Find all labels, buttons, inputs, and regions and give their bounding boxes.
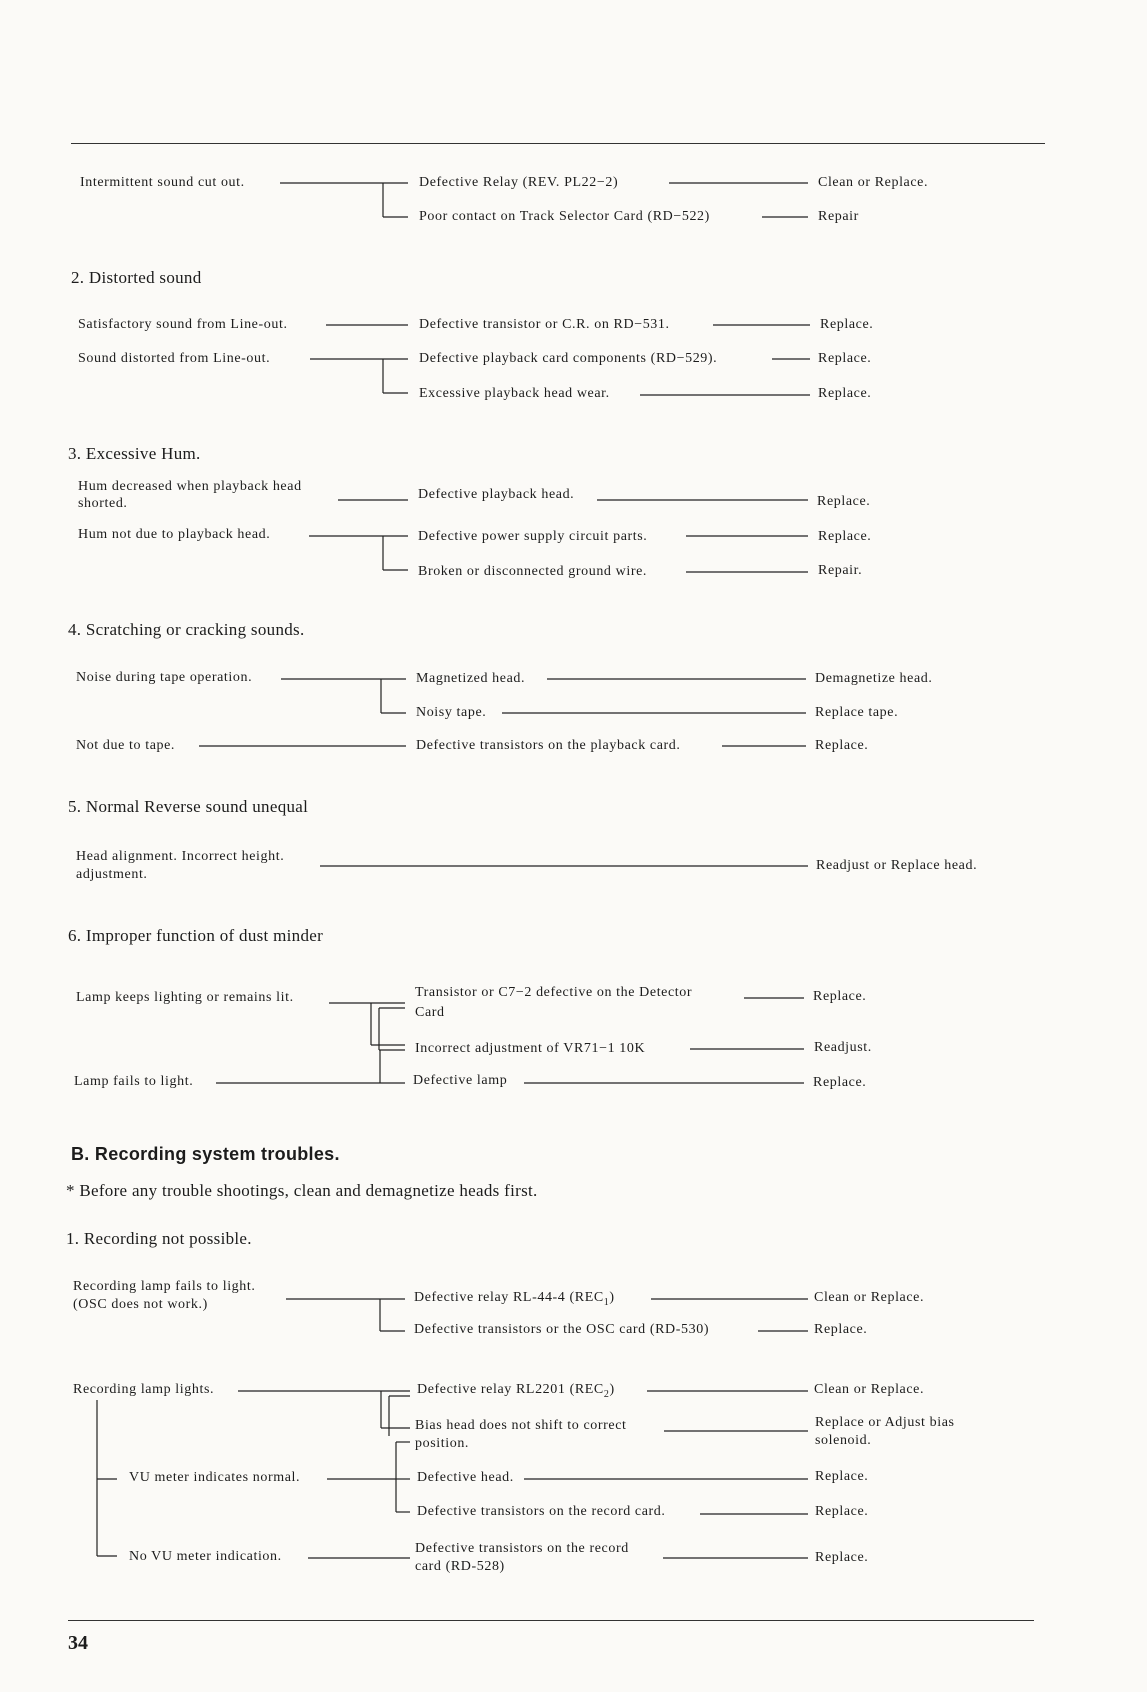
rec-lamp-fails-line2: (OSC does not work.) — [73, 1297, 208, 1312]
distorted-remedy-2: Replace. — [818, 351, 872, 366]
scratch-heading: 4. Scratching or cracking sounds. — [68, 620, 305, 639]
page-number: 34 — [68, 1632, 88, 1654]
rec-bias-line1: Bias head does not shift to correct — [415, 1418, 627, 1433]
dust-remedy-3: Replace. — [813, 1075, 867, 1090]
rec-osc-remedy: Replace. — [814, 1322, 868, 1337]
scratch-symptom-2: Not due to tape. — [76, 738, 176, 753]
distorted-heading: 2. Distorted sound — [71, 268, 202, 287]
scratch-symptom-1: Noise during tape operation. — [76, 670, 253, 685]
reverse-symptom-line1: Head alignment. Incorrect height. — [76, 849, 285, 864]
dust-heading: 6. Improper function of dust minder — [68, 926, 324, 945]
distorted-cause-1: Defective transistor or C.R. on RD−531. — [419, 317, 670, 332]
dust-cause-1-line1: Transistor or C7−2 defective on the Detector — [415, 985, 693, 1000]
hum-remedy-1: Replace. — [817, 494, 871, 509]
scratch-cause-1: Magnetized head. — [416, 671, 526, 686]
rec-bias-remedy-line1: Replace or Adjust bias — [815, 1415, 955, 1430]
dust-cause-3: Defective lamp — [413, 1073, 508, 1088]
dust-cause-2: Incorrect adjustment of VR71−1 10K — [415, 1041, 646, 1056]
scratch-remedy-2: Replace tape. — [815, 705, 899, 720]
rec-relay-rec1-remedy: Clean or Replace. — [814, 1290, 925, 1305]
hum-heading: 3. Excessive Hum. — [68, 444, 201, 463]
rec-record-card2-remedy: Replace. — [815, 1550, 869, 1565]
hum-cause-1: Defective playback head. — [418, 487, 575, 502]
recording-heading: 1. Recording not possible. — [66, 1229, 252, 1248]
distorted-remedy-3: Replace. — [818, 386, 872, 401]
distorted-cause-2: Defective playback card components (RD−529). — [419, 351, 718, 366]
distorted-symptom-2: Sound distorted from Line-out. — [78, 351, 271, 366]
intermittent-remedy-selector: Repair — [818, 209, 859, 224]
bottom-rule — [68, 1620, 1034, 1621]
dust-remedy-2: Readjust. — [814, 1040, 872, 1055]
rec-no-vu: No VU meter indication. — [129, 1549, 282, 1564]
dust-remedy-1: Replace. — [813, 989, 867, 1004]
hum-symptom-2: Hum not due to playback head. — [78, 527, 271, 542]
dust-cause-1-line2: Card — [415, 1005, 445, 1020]
rec-bias-remedy-line2: solenoid. — [815, 1433, 872, 1448]
reverse-symptom-line2: adjustment. — [76, 867, 148, 882]
dust-symptom-2: Lamp fails to light. — [74, 1074, 194, 1089]
rec-relay-rec2: Defective relay RL2201 $(REC_2)$ — [417, 1382, 615, 1400]
hum-symptom-1-line2: shorted. — [78, 496, 128, 511]
scratch-remedy-3: Replace. — [815, 738, 869, 753]
hum-symptom-1-line1: Hum decreased when playback head — [78, 479, 302, 494]
rec-vu-normal: VU meter indicates normal. — [129, 1470, 301, 1485]
rec-record-card2-line1: Defective transistors on the record — [415, 1541, 629, 1556]
scratch-cause-3: Defective transistors on the playback card. — [416, 738, 681, 753]
reverse-remedy: Readjust or Replace head. — [816, 858, 978, 873]
rec-head: Defective head. — [417, 1470, 514, 1485]
rec-record-card-remedy: Replace. — [815, 1504, 869, 1519]
recording-section-title: B. Recording system troubles. — [71, 1144, 340, 1164]
hum-cause-3: Broken or disconnected ground wire. — [418, 564, 647, 579]
reverse-heading: 5. Normal Reverse sound unequal — [68, 797, 309, 816]
hum-remedy-3: Repair. — [818, 563, 863, 578]
intermittent-cause-selector: Poor contact on Track Selector Card (RD−522) — [419, 209, 710, 224]
rec-relay-rec2-remedy: Clean or Replace. — [814, 1382, 925, 1397]
rec-osc: Defective transistors or the OSC card (RD-530) — [414, 1322, 710, 1337]
distorted-cause-3: Excessive playback head wear. — [419, 386, 610, 401]
intermittent-symptom: Intermittent sound cut out. — [80, 175, 245, 190]
top-rule — [71, 143, 1045, 144]
rec-lamp-fails-line1: Recording lamp fails to light. — [73, 1279, 256, 1294]
rec-record-card2-line2: card (RD-528) — [415, 1559, 505, 1574]
scratch-remedy-1: Demagnetize head. — [815, 671, 933, 686]
hum-cause-2: Defective power supply circuit parts. — [418, 529, 648, 544]
rec-lamp-lights: Recording lamp lights. — [73, 1382, 215, 1397]
intermittent-cause-relay: Defective Relay (REV. PL22−2) — [419, 175, 619, 190]
intermittent-remedy-relay: Clean or Replace. — [818, 175, 929, 190]
distorted-remedy-1: Replace. — [820, 317, 874, 332]
rec-head-remedy: Replace. — [815, 1469, 869, 1484]
hum-remedy-2: Replace. — [818, 529, 872, 544]
dust-symptom-1: Lamp keeps lighting or remains lit. — [76, 990, 294, 1005]
rec-relay-rec1: Defective relay RL-44-4 $(REC_1)$ — [414, 1290, 615, 1308]
scratch-cause-2: Noisy tape. — [416, 705, 487, 720]
recording-note: * Before any trouble shootings, clean and demagnetize heads first. — [66, 1181, 538, 1200]
rec-bias-line2: position. — [415, 1436, 470, 1451]
distorted-symptom-1: Satisfactory sound from Line-out. — [78, 317, 288, 332]
rec-record-card: Defective transistors on the record card. — [417, 1504, 666, 1519]
